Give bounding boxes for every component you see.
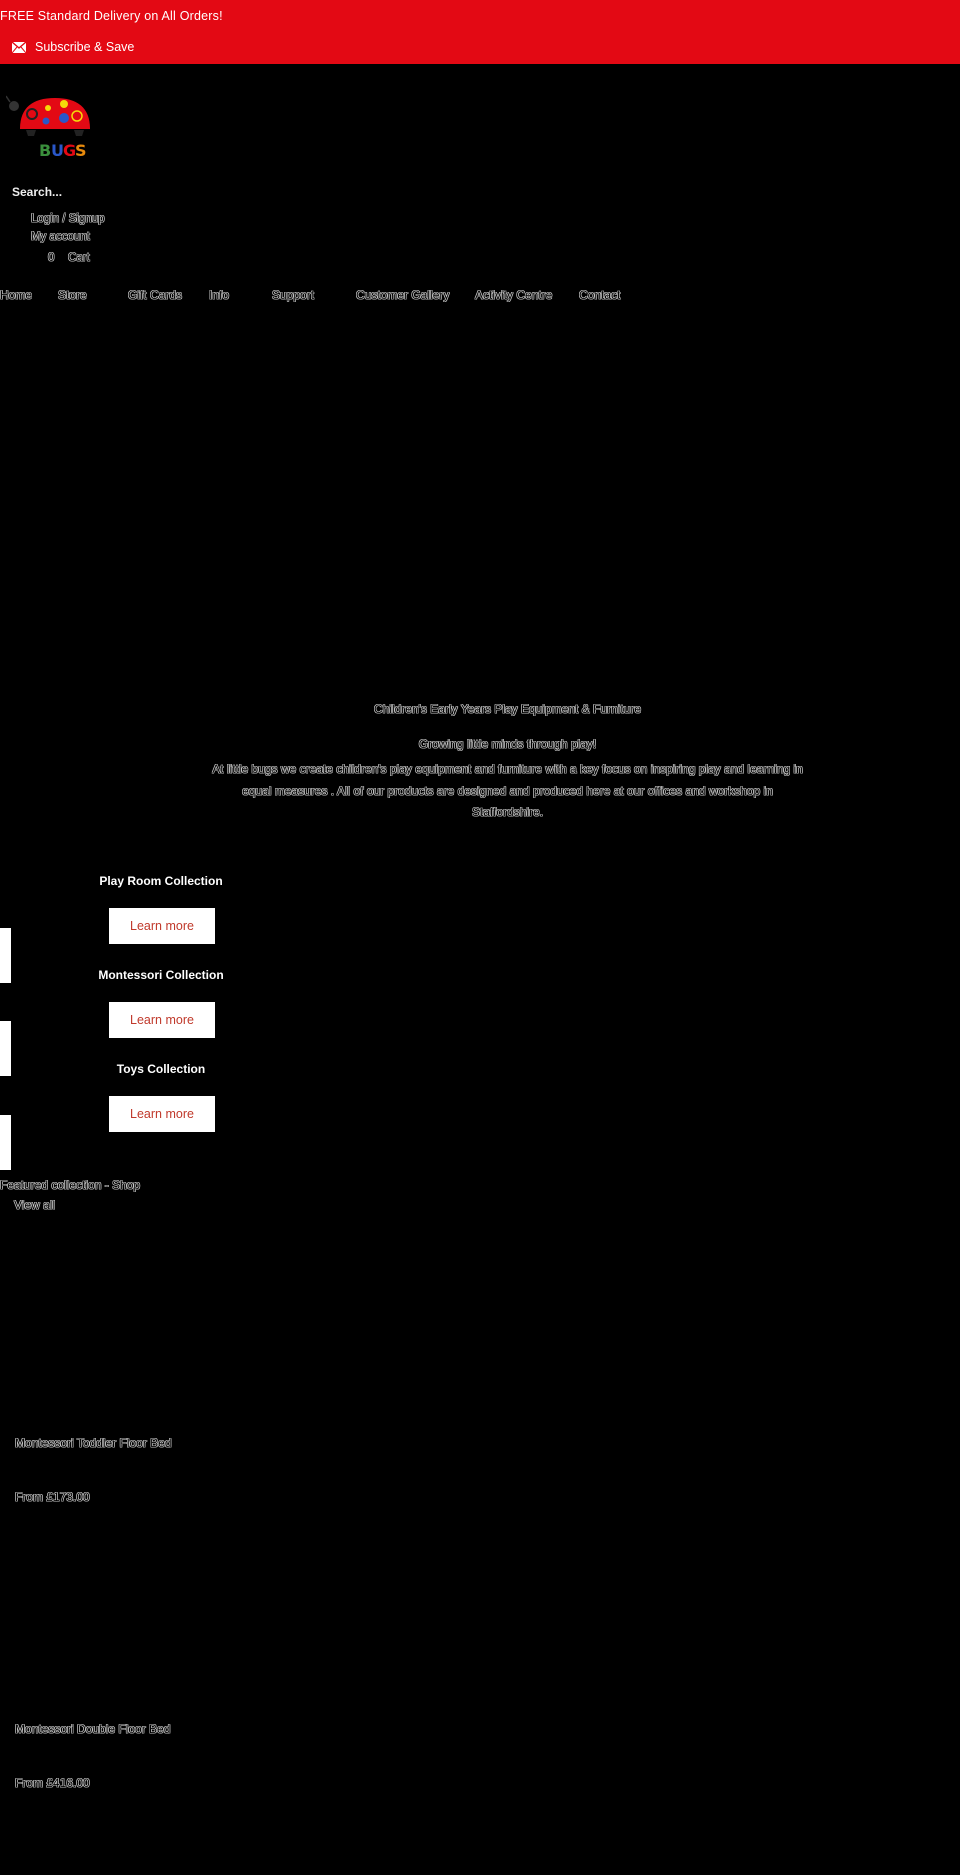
nav-store[interactable]: Store [58, 288, 87, 302]
intro-heading: Children's Early Years Play Equipment & Furniture [373, 702, 642, 716]
nav-contact[interactable]: Contact [579, 288, 621, 302]
toys-learn-more-button[interactable]: Learn more [109, 1096, 215, 1132]
ladybug-logo-icon [6, 94, 96, 164]
mail-icon [12, 42, 26, 53]
logo-letter-u: U [51, 141, 64, 160]
login-signup-link[interactable]: Login / Signup [31, 213, 105, 225]
free-delivery-promo: FREE Standard Delivery on All Orders! [0, 9, 223, 23]
nav-activity-centre[interactable]: Activity Centre [475, 288, 553, 302]
nav-info[interactable]: Info [209, 288, 230, 302]
nav-home[interactable]: Home [0, 288, 33, 302]
product-card[interactable] [15, 1436, 172, 1504]
nav-support[interactable]: Support [272, 288, 315, 302]
collection-title-toys: Toys Collection [116, 1062, 206, 1076]
subscribe-link[interactable] [12, 40, 134, 54]
nav-gift-cards[interactable]: Gift Cards [128, 288, 183, 302]
collection-title-montessori: Montessori Collection [98, 968, 224, 982]
collection-title-play-room: Play Room Collection [99, 874, 223, 888]
announcement-bar [0, 0, 960, 64]
intro-subheading: Growing little minds through play! [418, 737, 597, 751]
my-account-link[interactable]: My account [31, 231, 90, 243]
site-logo[interactable] [6, 94, 96, 164]
product-price: From £173.00 [15, 1490, 90, 1504]
product-card[interactable] [15, 1722, 171, 1790]
play-room-learn-more-button[interactable]: Learn more [109, 908, 215, 944]
view-all-link[interactable]: View all [14, 1198, 56, 1212]
logo-letter-b: B [39, 141, 52, 160]
logo-letter-g: G [63, 141, 77, 160]
product-name[interactable]: Montessori Double Floor Bed [15, 1722, 171, 1736]
featured-collection-title: Featured collection - Shop [0, 1178, 141, 1192]
logo-letter-s: S [75, 141, 87, 160]
search-link[interactable]: Search... [12, 185, 63, 199]
montessori-learn-more-button[interactable]: Learn more [109, 1002, 215, 1038]
collection-image-toys[interactable] [0, 1115, 11, 1170]
subscribe-label: Subscribe & Save [35, 40, 135, 54]
cart-link[interactable]: Cart [68, 252, 90, 264]
product-name[interactable]: Montessori Toddler Floor Bed [15, 1436, 172, 1450]
intro-paragraph: At little bugs we create children's play equipment and furniture with a key focus on inspiring play and learning in equal measures . All of our products are designed and produced here at our offices and workshop in Staffordshire. [212, 762, 803, 819]
cart-count[interactable]: 0 [48, 252, 55, 264]
product-price: From £416.00 [15, 1776, 90, 1790]
nav-customer-gallery[interactable]: Customer Gallery [356, 288, 450, 302]
